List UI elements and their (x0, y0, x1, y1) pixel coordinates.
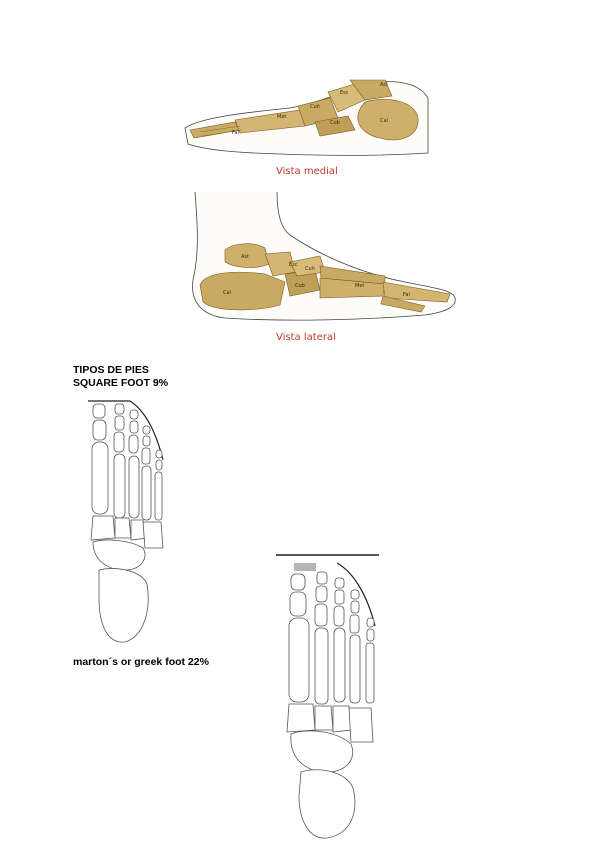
greek-foot-label: marton´s or greek foot 22% (73, 656, 209, 668)
section-title: TIPOS DE PIES (73, 364, 149, 376)
medial-view-illustration (180, 78, 430, 160)
bone-label-ast: Ast (241, 254, 249, 260)
bone-label-cub: Cub (330, 120, 340, 126)
bone-label-fal: Fal (232, 130, 239, 136)
tarsal-bones (287, 704, 373, 838)
second-toe-highlight (294, 563, 316, 571)
bone-label-cal: Cal (223, 290, 231, 296)
bone-label-esc: Esc (340, 90, 349, 96)
medial-view-caption: Vista medial (276, 166, 338, 177)
bone-label-met: Met (277, 114, 287, 120)
tarsal-bones (91, 516, 163, 642)
square-foot-skeleton (85, 398, 170, 646)
bone-label-esc: Esc (289, 262, 298, 268)
toe-bones (92, 404, 162, 520)
bone-label-cub: Cub (295, 283, 305, 289)
square-foot-label: SQUARE FOOT 9% (73, 377, 169, 389)
bone-label-fal: Fal (403, 292, 410, 298)
bone-label-cal: Cal (380, 118, 388, 124)
lateral-view-caption: Vista lateral (276, 332, 336, 343)
bone-label-cun: Cuñ (310, 104, 320, 110)
bone-label-ast: Ast (380, 82, 388, 88)
bone-label-met: Met (355, 283, 365, 289)
lateral-view-illustration (185, 190, 463, 325)
bone-label-cun: Cuñ (305, 266, 315, 272)
toe-bones (289, 572, 374, 704)
greek-foot-skeleton (275, 550, 380, 840)
